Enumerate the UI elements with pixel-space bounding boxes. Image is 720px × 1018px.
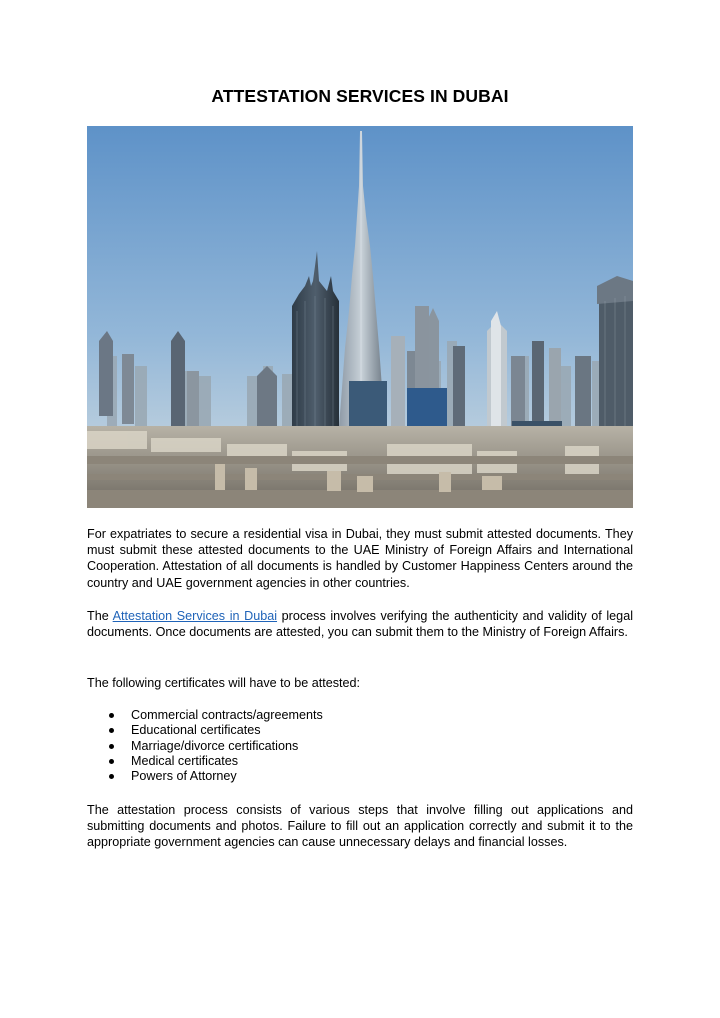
list-item-text: Commercial contracts/agreements <box>131 708 323 722</box>
list-item <box>87 769 633 784</box>
certificates-list <box>87 708 633 784</box>
document-title: ATTESTATION SERVICES IN DUBAI <box>211 86 509 106</box>
bullet-icon <box>109 744 114 749</box>
list-item-text: Powers of Attorney <box>131 769 237 784</box>
bullet-icon <box>109 759 114 764</box>
list-item-text: Marriage/divorce certifications <box>131 738 299 753</box>
paragraph-attestation-process <box>87 608 633 640</box>
bullet-icon <box>109 713 114 718</box>
list-item-text: Medical certificates <box>131 753 239 768</box>
bullet-icon <box>109 774 114 779</box>
attestation-services-link[interactable]: Attestation Services in Dubai <box>112 609 278 623</box>
paragraph-visa-requirements: For expatriates to secure a residential visa in Dubai, they must submit attested documents. They must submit these attested documents to the UAE Ministry of Foreign Affairs and International Cooperation. Attestation of all documents is handled by Customer Happiness Centers around the country and UAE government agencies in other countries. <box>87 527 633 590</box>
bullet-icon <box>109 728 114 733</box>
list-item <box>87 739 633 754</box>
list-item <box>87 723 633 738</box>
paragraph-process-steps: The attestation process consists of various steps that involve filling out applications and submitting documents and photos. Failure to fill out an application correctly and submit it to the appropriate government agencies can cause unnecessary delays and financial losses. <box>87 803 633 850</box>
list-item-text: Educational certificates <box>131 723 261 738</box>
list-item <box>87 754 633 769</box>
dubai-skyline-photo <box>87 126 633 508</box>
paragraph-certificates-intro: The following certificates will have to be attested: <box>87 676 361 690</box>
paragraph-2-suffix: process involves verifying the authenticity and validity of legal documents. Once documents are attested, you can submit them to the Ministry of Foreign Affairs. <box>87 609 633 640</box>
list-item <box>87 708 633 723</box>
paragraph-2-prefix: The <box>87 609 113 623</box>
